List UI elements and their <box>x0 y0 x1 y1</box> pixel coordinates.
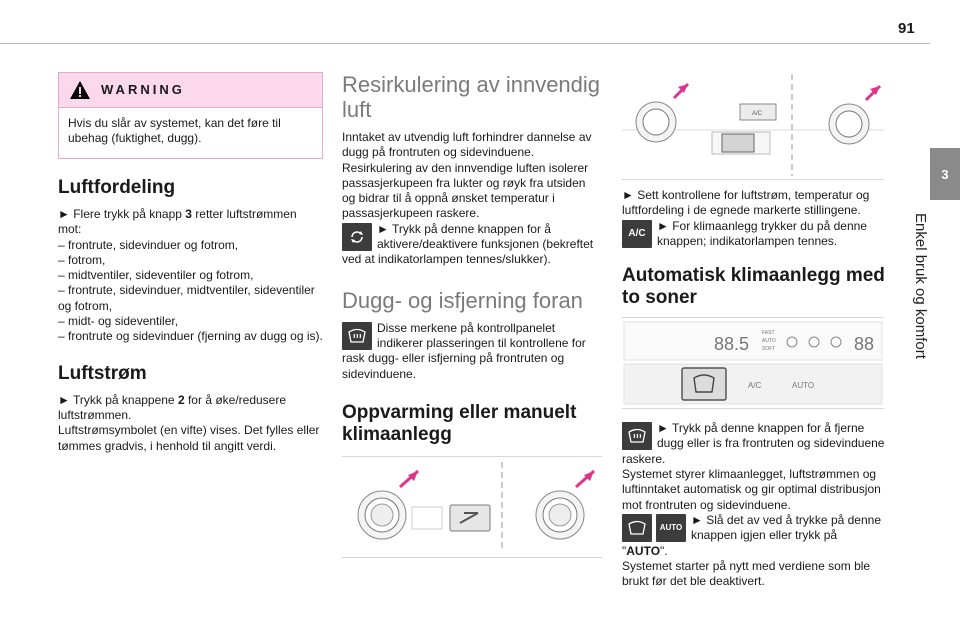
heading-luftstrom: Luftstrøm <box>58 362 147 384</box>
resirkulering-p1: Inntaket av utvendig luft forhindrer dannelse av dugg på frontruten og sidevinduene. <box>342 130 592 160</box>
luftstrom-step: ► Trykk på knappene 2 for å øke/redusere luftstrømmen. <box>58 392 287 422</box>
top-divider <box>0 43 930 44</box>
list-item: – midtventiler, sideventiler og fotrom, <box>58 268 254 283</box>
ac-icon: A/C <box>622 220 652 248</box>
resirkulering-step: ► Trykk på denne knappen for å aktivere/deaktivere funksjonen (bekreftet ved at indikatorlampen tennes/slukker). <box>342 221 594 267</box>
heading-resirkulering: Resirkulering av innvendig luft <box>342 72 601 122</box>
page-number: 91 <box>898 20 915 37</box>
auto-step: AUTO ► Slå det av ved å trykke på denne knappen igjen eller trykk på "AUTO". <box>622 512 881 558</box>
heading-automatisk: Automatisk klimaanlegg med to soner <box>622 265 885 309</box>
warning-triangle-icon <box>69 80 91 100</box>
auto-icon: AUTO <box>656 514 686 542</box>
panel-fast: FAST <box>762 330 775 337</box>
col3-p4: Systemet styrer klimaanlegget, luftstrømmen og luftinntaket automatisk og gir optimal distribusjon mot frontruten og sidevinduene. <box>622 467 881 512</box>
defrost-step: ► Trykk på denne knappen for å fjerne dugg eller is fra frontruten og sidevinduene raskere. <box>622 421 885 466</box>
recirculation-icon <box>342 223 372 251</box>
list-item: – frontrute, sidevinduer og fotrom, <box>58 237 239 252</box>
ac-panel-illustration <box>622 72 884 180</box>
panel-temp-right: 88 <box>854 334 875 355</box>
panel-auto: AUTO <box>762 338 776 345</box>
panel-btn-auto: AUTO <box>792 381 815 391</box>
panel-soft: SOFT <box>762 346 776 353</box>
panel-temp-left: 88.5 <box>714 334 750 355</box>
heading-dugg: Dugg- og isfjerning foran <box>342 287 583 313</box>
auto-panel-illustration <box>622 317 884 409</box>
chapter-tab[interactable]: 3 <box>930 148 960 200</box>
heading-luftfordeling: Luftfordeling <box>58 177 176 198</box>
chapter-title: Enkel bruk og komfort <box>912 213 929 359</box>
defrost-icon-small <box>622 514 652 542</box>
list-item: – midt- og sideventiler, <box>58 314 179 329</box>
ac-button-label: A/C <box>752 111 763 117</box>
manual-panel-illustration <box>342 456 602 558</box>
panel-btn-ac: A/C <box>748 381 762 391</box>
column-left <box>58 72 323 454</box>
list-item: – fotrom, <box>58 252 106 267</box>
luftstrom-text: Luftstrømsymbolet (en vifte) vises. Det fylles eller tømmes gradvis, i henhold til angitt verdi. <box>58 423 320 453</box>
luftfordeling-intro: ► Flere trykk på knapp 3 retter luftstrømmen mot: <box>58 207 297 237</box>
heading-oppvarming: Oppvarming eller manuelt klimaanlegg <box>342 401 577 445</box>
column-right <box>622 72 886 589</box>
warning-body: Hvis du slår av systemet, kan det føre til ubehag (fuktighet, dugg). <box>59 107 322 158</box>
defrost-button-icon <box>622 422 652 450</box>
warning-box <box>58 72 323 159</box>
column-middle <box>342 72 602 558</box>
list-item: – frontrute og sidevinduer (fjerning av dugg og is). <box>58 329 323 344</box>
defrost-icon <box>342 322 372 350</box>
list-item: – frontrute, sidevinduer, midtventiler, sideventiler og fotrom, <box>58 283 315 313</box>
dugg-text: Disse merkene på kontrollpanelet indikerer plasseringen til kontrollene for rask dugg- eller isfjerning på frontruten og sidevinduene. <box>342 320 586 381</box>
col3-p6: Systemet starter på nytt med verdiene som ble brukt før det ble deaktivert. <box>622 558 871 589</box>
resirkulering-p2: Resirkulering av den innvendige luften isolerer passasjerkupeen fra lukter og røyk fra utsiden og bidrar til å oppnå ønsket temperatur i passasjerkupeen raskere. <box>342 160 589 221</box>
warning-header <box>59 73 322 107</box>
col3-p1: ► Sett kontrollene for luftstrøm, temperatur og luftfordeling i de egnede markerte stillingene. <box>622 188 870 218</box>
ac-step: A/C ► For klimaanlegg trykker du på denne knappen; indikatorlampen tennes. <box>622 219 886 250</box>
warning-title: WARNING <box>101 82 185 98</box>
